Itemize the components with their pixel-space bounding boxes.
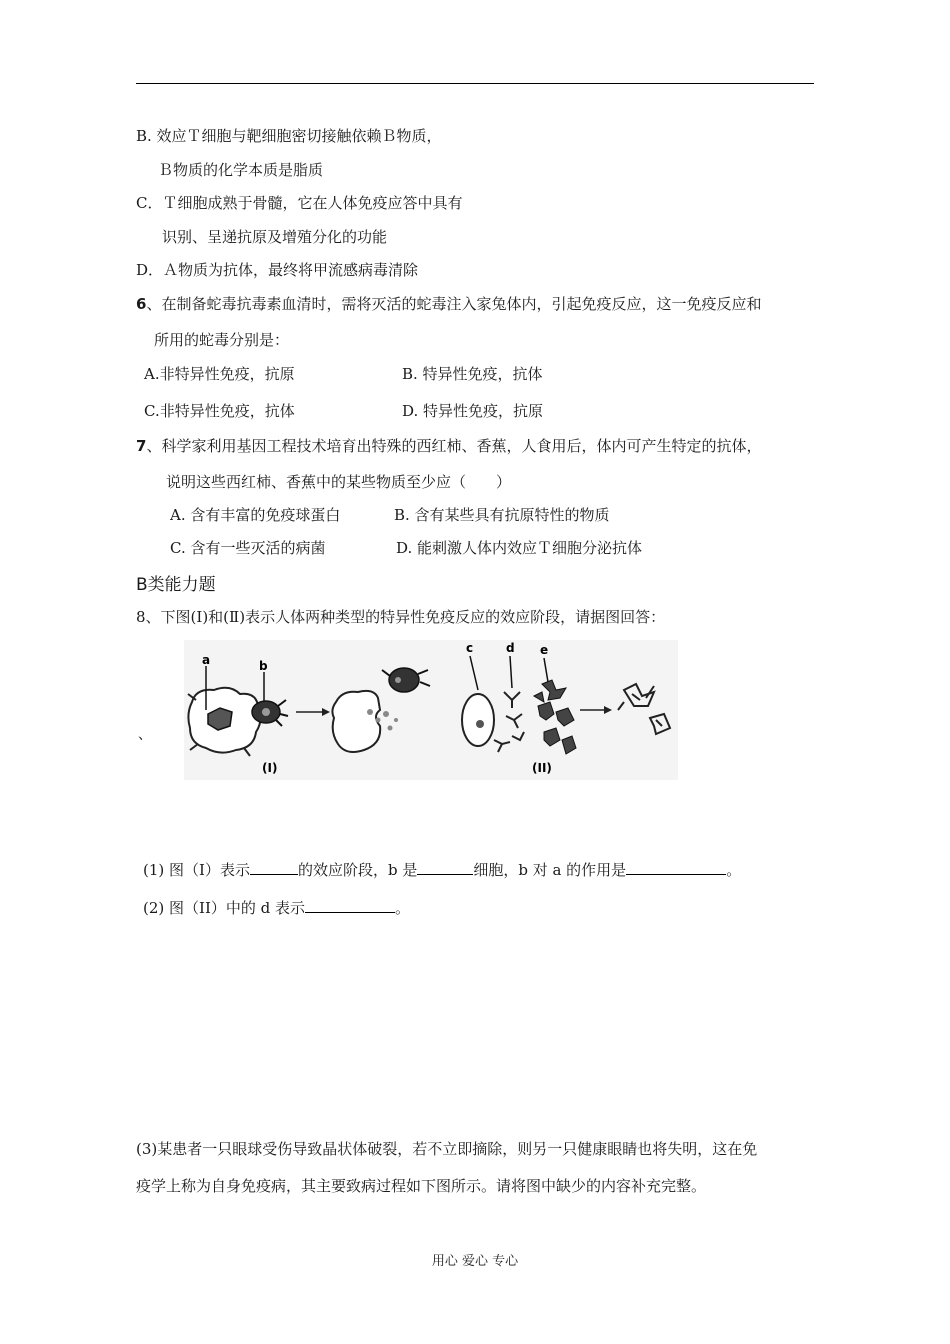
label-a: a bbox=[202, 653, 211, 667]
q8-sub3-line2: 疫学上称为自身免疫病，其主要致病过程如下图所示。请将图中缺少的内容补充完整。 bbox=[136, 1177, 707, 1195]
q7-stem-line1 bbox=[136, 436, 761, 456]
plasma-cell-c bbox=[462, 694, 494, 746]
q5-option-c-line2: 识别、呈递抗原及增殖分化的功能 bbox=[162, 228, 388, 246]
q7-number: 7 bbox=[136, 437, 147, 455]
q8-sub1-part3: 细胞，b 对 a 的作用是 bbox=[473, 861, 627, 879]
q8-sub1-part2: 的效应阶段，b 是 bbox=[297, 861, 418, 879]
caption-ii: (ⅠⅠ) bbox=[532, 761, 552, 775]
q8-sub2-end: 。 bbox=[395, 899, 411, 917]
q7-option-d: D. 能刺激人体内效应Ｔ细胞分泌抗体 bbox=[396, 539, 643, 557]
q7-stem-text: 、科学家利用基因工程技术培育出特殊的西红柿、香蕉，人食用后，体内可产生特定的抗体， bbox=[146, 437, 762, 455]
label-b: b bbox=[259, 659, 268, 673]
q6-stem-line1 bbox=[136, 294, 761, 314]
q5-option-d: D．Ａ物质为抗体，最终将甲流感病毒清除 bbox=[136, 261, 419, 279]
stray-mark: 、 bbox=[138, 727, 152, 743]
q8-sub1 bbox=[143, 860, 741, 880]
q5-option-c-line1: C．Ｔ细胞成熟于骨髓，它在人体免疫应答中具有 bbox=[136, 194, 463, 212]
q6-stem-text: 、在制备蛇毒抗毒素血清时，需将灭活的蛇毒注入家兔体内，引起免疫反应，这一免疫反应和 bbox=[146, 295, 762, 313]
q8-sub1-blank2[interactable] bbox=[417, 860, 473, 875]
q8-sub1-end: 。 bbox=[726, 861, 742, 879]
q5-option-b-line1: B. 效应Ｔ细胞与靶细胞密切接触依赖Ｂ物质， bbox=[136, 127, 442, 145]
immune-response-figure-svg bbox=[184, 640, 678, 780]
q6-number: 6 bbox=[136, 295, 147, 313]
target-cell-a bbox=[188, 688, 261, 756]
q8-sub1-part1: (1) 图（Ⅰ）表示 bbox=[143, 861, 250, 879]
q5-option-b-line2: Ｂ物质的化学本质是脂质 bbox=[158, 161, 324, 179]
header-rule bbox=[136, 83, 814, 84]
q6-option-a: A.非特异性免疫，抗原 bbox=[144, 365, 295, 383]
q8-stem: 8、下图(Ⅰ)和(Ⅱ)表示人体两种类型的特异性免疫反应的效应阶段，请据图回答： bbox=[136, 608, 666, 626]
q8-sub3-line1: (3)某患者一只眼球受伤导致晶状体破裂，若不立即摘除，则另一只健康眼睛也将失明，这在免 bbox=[136, 1140, 758, 1158]
section-b-heading: B类能力题 bbox=[136, 575, 216, 595]
q7-option-c: C. 含有一些灭活的病菌 bbox=[170, 539, 326, 557]
immune-response-figure bbox=[184, 640, 678, 780]
q6-option-b: B. 特异性免疫，抗体 bbox=[402, 365, 543, 383]
label-d: d bbox=[506, 641, 515, 655]
q7-option-a: A. 含有丰富的免疫球蛋白 bbox=[170, 506, 341, 524]
q8-sub1-blank3[interactable] bbox=[626, 860, 726, 875]
page-footer: 用心 爱心 专心 bbox=[431, 1254, 519, 1269]
label-e: e bbox=[540, 643, 549, 657]
caption-i: (Ⅰ) bbox=[262, 761, 278, 775]
q8-sub1-blank1[interactable] bbox=[250, 860, 298, 875]
q6-stem-line2: 所用的蛇毒分别是： bbox=[154, 331, 290, 349]
label-c: c bbox=[466, 641, 474, 655]
q8-sub2-blank[interactable] bbox=[305, 898, 395, 913]
q6-option-c: C.非特异性免疫，抗体 bbox=[144, 402, 295, 420]
q7-stem-line2: 说明这些西红柿、香蕉中的某些物质至少应（ ） bbox=[166, 473, 512, 491]
q7-option-b: B. 含有某些具有抗原特性的物质 bbox=[394, 506, 610, 524]
q8-sub2 bbox=[143, 898, 410, 918]
q8-sub2-part1: (2) 图（II）中的 d 表示 bbox=[143, 899, 306, 917]
q6-option-d: D. 特异性免疫，抗原 bbox=[402, 402, 544, 420]
